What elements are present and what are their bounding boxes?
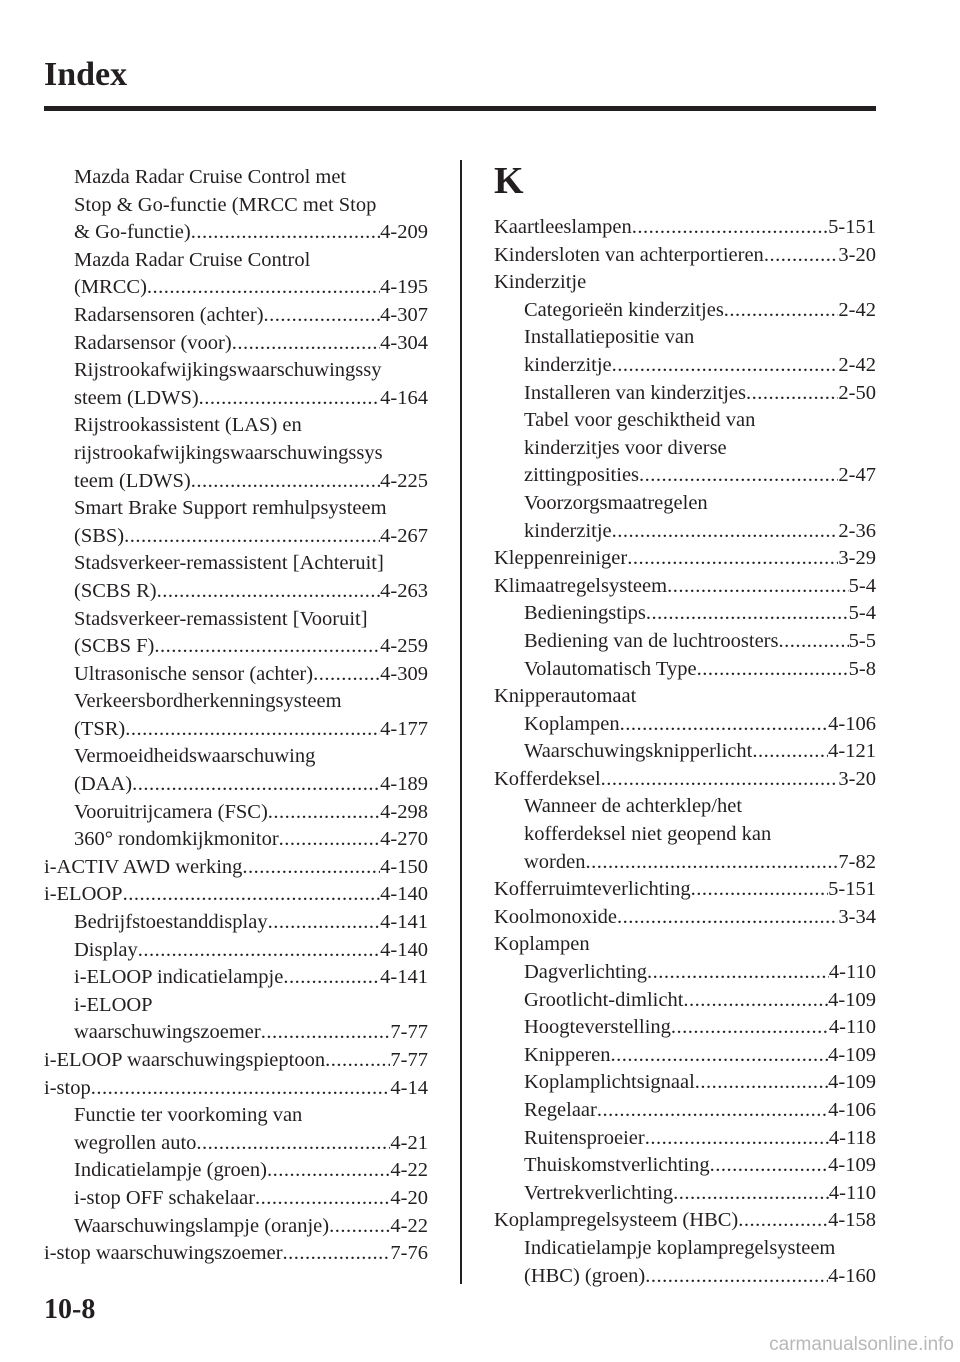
page-reference: 2-42 bbox=[838, 353, 876, 376]
index-entry-text: Stadsverkeer-remassistent [Vooruit] bbox=[74, 607, 368, 630]
dot-leader bbox=[268, 909, 381, 937]
dot-leader bbox=[157, 578, 381, 606]
index-entry-text: i-ELOOP bbox=[44, 883, 123, 906]
index-entry-text: Koplampen bbox=[524, 712, 620, 735]
index-entry-text: Bedrijfstoestanddisplay bbox=[74, 911, 268, 934]
page-reference: 4-270 bbox=[380, 828, 428, 851]
dot-leader bbox=[645, 1125, 829, 1153]
page-reference: 4-140 bbox=[380, 938, 428, 961]
index-entry bbox=[494, 766, 876, 794]
page-reference: 4-263 bbox=[380, 579, 428, 602]
page-reference: 4-177 bbox=[380, 717, 428, 740]
index-entry bbox=[44, 302, 428, 330]
index-entry bbox=[44, 1240, 428, 1268]
index-entry-text: Installeren van kinderzitjes bbox=[524, 381, 746, 404]
dot-leader bbox=[752, 738, 828, 766]
index-entry bbox=[494, 683, 876, 711]
page-reference: 7-82 bbox=[838, 850, 876, 873]
index-entry-text: Installatiepositie van bbox=[524, 326, 695, 349]
index-entry-text: i-ACTIV AWD werking bbox=[44, 855, 243, 878]
index-entry bbox=[44, 495, 428, 550]
page-reference: 4-259 bbox=[380, 635, 428, 658]
index-entry-text: i-ELOOP waarschuwingspieptoon bbox=[44, 1049, 326, 1071]
index-entry-text: steem (LDWS) bbox=[74, 386, 199, 409]
index-entry-text: Kofferruimteverlichting bbox=[494, 878, 691, 901]
index-entry-text: Ultrasonische sensor (achter) bbox=[74, 662, 314, 685]
index-entry bbox=[44, 357, 428, 412]
index-entry-text: Vooruitrijcamera (FSC) bbox=[74, 800, 268, 823]
index-entry-text: Grootlicht-dimlicht bbox=[524, 988, 684, 1011]
index-entry-text: Mazda Radar Cruise Control bbox=[74, 248, 311, 271]
index-entry-text: Regelaar bbox=[524, 1099, 597, 1121]
index-entry-text: Koplamplichtsignaal bbox=[524, 1071, 695, 1094]
page-reference: 4-109 bbox=[828, 1043, 876, 1066]
dot-leader bbox=[147, 274, 380, 302]
dot-leader bbox=[683, 987, 828, 1015]
page-reference: 5-151 bbox=[828, 878, 876, 901]
dot-leader bbox=[283, 1240, 391, 1268]
index-entry-text: Rijstrookassistent (LAS) en bbox=[74, 414, 302, 437]
index-entry-text: Koolmonoxide bbox=[494, 905, 617, 928]
dot-leader bbox=[673, 1180, 829, 1208]
section-letter-heading: K bbox=[494, 160, 524, 202]
index-entry bbox=[44, 826, 428, 854]
index-entry-text: Functie ter voorkoming van bbox=[74, 1104, 303, 1127]
page-reference: 4-189 bbox=[380, 773, 428, 796]
index-entry-text: Indicatielampje koplampregelsysteem bbox=[524, 1236, 836, 1259]
dot-leader bbox=[611, 1042, 829, 1070]
page-title: Index bbox=[44, 56, 128, 93]
page-reference: 4-109 bbox=[828, 988, 876, 1011]
index-entry-text: Knipperen bbox=[524, 1043, 611, 1066]
index-entry-text: Voorzorgsmaatregelen bbox=[524, 491, 708, 514]
index-entry bbox=[44, 330, 428, 358]
dot-leader bbox=[746, 380, 838, 408]
index-entry-text: Radarsensoren (achter) bbox=[74, 303, 264, 326]
index-entry-text: Koplampregelsysteem (HBC) bbox=[494, 1209, 739, 1232]
index-entry-text: (MRCC) bbox=[74, 276, 147, 299]
page-reference: 3-29 bbox=[838, 547, 876, 570]
page-reference: 4-298 bbox=[380, 800, 428, 823]
index-entry bbox=[44, 412, 428, 495]
index-entry-text: kinderzitje bbox=[524, 353, 612, 376]
index-entry-text: worden bbox=[524, 850, 586, 873]
index-entry bbox=[494, 628, 876, 656]
page-reference: 4-267 bbox=[380, 524, 428, 547]
page-reference: 4-164 bbox=[380, 386, 428, 409]
index-entry-text: (TSR) bbox=[74, 717, 126, 740]
page-reference: 5-8 bbox=[848, 657, 876, 680]
page-reference: 4-195 bbox=[380, 276, 428, 299]
dot-leader bbox=[255, 1185, 390, 1213]
page-reference: 7-77 bbox=[390, 1021, 428, 1044]
page-reference: 2-50 bbox=[838, 381, 876, 404]
index-entry-text: wegrollen auto bbox=[74, 1131, 197, 1154]
page-reference: 4-307 bbox=[380, 303, 428, 326]
index-entry-text: Kleppenreiniger bbox=[494, 547, 628, 570]
index-entry bbox=[44, 1047, 428, 1075]
dot-leader bbox=[647, 959, 829, 987]
index-entry bbox=[494, 490, 876, 545]
index-entry bbox=[494, 1014, 876, 1042]
index-entry bbox=[494, 380, 876, 408]
dot-leader bbox=[617, 904, 838, 932]
page-reference: 4-121 bbox=[828, 740, 876, 763]
index-entry bbox=[44, 164, 428, 247]
dot-leader bbox=[738, 1207, 828, 1235]
index-entry bbox=[44, 606, 428, 661]
page-reference: 4-14 bbox=[390, 1076, 428, 1099]
index-entry bbox=[494, 1069, 876, 1097]
page-reference: 5-4 bbox=[848, 574, 876, 597]
dot-leader bbox=[242, 854, 380, 882]
index-entry-text: Dagverlichting bbox=[524, 961, 647, 984]
index-entry-text: i-stop bbox=[44, 1076, 91, 1099]
index-entry bbox=[494, 324, 876, 379]
index-entry-text: Rijstrookafwijkingswaarschuwingssy bbox=[74, 359, 382, 382]
page-reference: 4-106 bbox=[828, 712, 876, 735]
dot-leader bbox=[585, 849, 838, 877]
dot-leader bbox=[620, 711, 829, 739]
index-entry bbox=[44, 937, 428, 965]
index-entry bbox=[44, 909, 428, 937]
index-entry-text: zittingposities bbox=[524, 464, 640, 487]
dot-leader bbox=[313, 661, 380, 689]
index-entry bbox=[494, 1097, 876, 1125]
page-reference: 4-304 bbox=[380, 331, 428, 354]
dot-leader bbox=[632, 214, 828, 242]
index-column-left bbox=[44, 164, 428, 1268]
dot-leader bbox=[191, 468, 380, 496]
index-entry-text: 360° rondomkijkmonitor bbox=[74, 828, 279, 851]
index-entry bbox=[494, 959, 876, 987]
page-reference: 2-47 bbox=[838, 464, 876, 487]
index-entry-text: Tabel voor geschiktheid van bbox=[524, 409, 756, 432]
dot-leader bbox=[764, 242, 839, 270]
page-reference: 4-118 bbox=[828, 1126, 876, 1149]
index-entry-text: Display bbox=[74, 938, 138, 961]
dot-leader bbox=[123, 881, 381, 909]
index-entry bbox=[494, 711, 876, 739]
index-entry bbox=[494, 407, 876, 490]
dot-leader bbox=[697, 656, 849, 684]
index-entry-text: (SCBS F) bbox=[74, 635, 155, 658]
index-entry-text: Indicatielampje (groen) bbox=[74, 1159, 267, 1182]
index-entry bbox=[44, 1185, 428, 1213]
page-reference: 5-151 bbox=[828, 216, 876, 238]
index-entry-text: Ruitensproeier bbox=[524, 1126, 645, 1149]
index-entry-text: Klimaatregelsysteem bbox=[494, 574, 668, 597]
index-entry-text: Bedieningstips bbox=[524, 602, 646, 625]
index-entry-text: Hoogteverstelling bbox=[524, 1016, 671, 1039]
dot-leader bbox=[199, 385, 381, 413]
index-entry-text: Stop & Go-functie (MRCC met Stop bbox=[74, 193, 377, 216]
index-entry-text: kinderzitjes voor diverse bbox=[524, 436, 727, 459]
dot-leader bbox=[125, 716, 380, 744]
dot-leader bbox=[279, 826, 381, 854]
page-reference: 4-22 bbox=[390, 1159, 428, 1182]
page-reference: 4-22 bbox=[390, 1214, 428, 1237]
dot-leader bbox=[724, 297, 839, 325]
index-entry-text: Volautomatisch Type bbox=[524, 657, 697, 680]
index-entry-text: waarschuwingszoemer bbox=[74, 1021, 261, 1044]
index-entry-text: & Go-functie) bbox=[74, 221, 191, 244]
index-entry-text: Knipperautomaat bbox=[494, 685, 637, 708]
dot-leader bbox=[627, 545, 838, 573]
dot-leader bbox=[646, 600, 849, 628]
dot-leader bbox=[138, 937, 380, 965]
index-entry bbox=[44, 1213, 428, 1241]
dot-leader bbox=[154, 633, 380, 661]
index-entry-text: Koplampen bbox=[494, 933, 590, 956]
index-entry-text: i-stop OFF schakelaar bbox=[74, 1186, 256, 1209]
page-reference: 3-34 bbox=[838, 905, 876, 928]
index-entry bbox=[44, 964, 428, 992]
index-entry bbox=[44, 688, 428, 743]
index-entry bbox=[494, 1125, 876, 1153]
index-entry-text: (SCBS R) bbox=[74, 579, 157, 602]
index-entry bbox=[494, 1207, 876, 1235]
index-entry-text: Wanneer de achterklep/het bbox=[524, 795, 743, 818]
index-entry-text: kinderzitje bbox=[524, 519, 612, 542]
page-reference: 4-141 bbox=[380, 966, 428, 989]
index-entry-text: rijstrookafwijkingswaarschuwingssys bbox=[74, 441, 383, 464]
page-reference: 4-309 bbox=[380, 662, 428, 685]
index-entry-text: (DAA) bbox=[74, 773, 133, 796]
page-reference: 3-20 bbox=[838, 243, 876, 266]
index-entry bbox=[494, 297, 876, 325]
watermark: carmanualsonline.info bbox=[769, 1334, 954, 1355]
page-reference: 4-110 bbox=[828, 1181, 876, 1204]
dot-leader bbox=[597, 1097, 828, 1125]
index-entry bbox=[44, 743, 428, 798]
index-entry bbox=[494, 214, 876, 242]
dot-leader bbox=[132, 771, 380, 799]
index-entry bbox=[494, 931, 876, 959]
index-entry bbox=[494, 600, 876, 628]
page-reference: 4-209 bbox=[380, 221, 428, 244]
index-entry-text: Kaartleeslampen bbox=[494, 216, 632, 238]
page-reference: 4-109 bbox=[828, 1071, 876, 1094]
page-reference: 4-225 bbox=[380, 469, 428, 492]
page-reference: 4-21 bbox=[390, 1131, 428, 1154]
dot-leader bbox=[612, 518, 839, 546]
page-reference: 4-110 bbox=[828, 1016, 876, 1039]
dot-leader bbox=[268, 799, 380, 827]
dot-leader bbox=[601, 766, 839, 794]
index-entry-text: kofferdeksel niet geopend kan bbox=[524, 823, 772, 846]
index-entry bbox=[44, 247, 428, 302]
index-entry bbox=[494, 242, 876, 270]
page-reference: 5-4 bbox=[848, 602, 876, 625]
dot-leader bbox=[264, 302, 381, 330]
index-entry bbox=[494, 793, 876, 876]
index-entry-text: (HBC) (groen) bbox=[524, 1264, 646, 1287]
index-entry bbox=[44, 881, 428, 909]
page-reference: 4-109 bbox=[828, 1154, 876, 1177]
page-reference: 7-77 bbox=[390, 1049, 428, 1071]
dot-leader bbox=[232, 330, 380, 358]
index-entry bbox=[494, 876, 876, 904]
index-entry bbox=[494, 656, 876, 684]
page-reference: 4-160 bbox=[828, 1264, 876, 1287]
page-reference: 7-76 bbox=[390, 1242, 428, 1265]
index-entry bbox=[44, 799, 428, 827]
index-entry-text: Waarschuwingslampje (oranje) bbox=[74, 1214, 330, 1237]
index-entry bbox=[44, 550, 428, 605]
page-reference: 2-42 bbox=[838, 298, 876, 321]
index-entry-text: i-ELOOP indicatielampje bbox=[74, 966, 284, 989]
dot-leader bbox=[283, 964, 380, 992]
index-entry bbox=[494, 738, 876, 766]
index-entry-text: Bediening van de luchtroosters bbox=[524, 629, 779, 652]
dot-leader bbox=[695, 1069, 828, 1097]
index-entry bbox=[44, 854, 428, 882]
dot-leader bbox=[196, 1130, 390, 1158]
dot-leader bbox=[91, 1075, 391, 1103]
page-reference: 4-110 bbox=[828, 961, 876, 984]
index-entry-text: Smart Brake Support remhulpsysteem bbox=[74, 497, 387, 520]
dot-leader bbox=[639, 462, 838, 490]
dot-leader bbox=[325, 1047, 390, 1075]
index-entry-text: Mazda Radar Cruise Control met bbox=[74, 166, 347, 188]
index-entry-text: i-ELOOP bbox=[74, 993, 153, 1016]
dot-leader bbox=[691, 876, 829, 904]
page-number: 10-8 bbox=[44, 1294, 96, 1325]
index-entry-text: Kinderzitje bbox=[494, 271, 587, 294]
page-reference: 5-5 bbox=[848, 629, 876, 652]
dot-leader bbox=[778, 628, 848, 656]
header-rule bbox=[44, 106, 876, 111]
index-entry-text: i-stop waarschuwingszoemer bbox=[44, 1242, 283, 1265]
dot-leader bbox=[267, 1157, 390, 1185]
dot-leader bbox=[710, 1152, 829, 1180]
index-entry-text: Vertrekverlichting bbox=[524, 1181, 674, 1204]
index-entry-text: Kindersloten van achterportieren bbox=[494, 243, 764, 266]
index-entry-text: Vermoeidheidswaarschuwing bbox=[74, 745, 316, 768]
index-entry bbox=[494, 1180, 876, 1208]
page-reference: 4-106 bbox=[828, 1099, 876, 1121]
dot-leader bbox=[667, 573, 849, 601]
index-entry bbox=[494, 1152, 876, 1180]
dot-leader bbox=[124, 523, 380, 551]
column-divider bbox=[460, 160, 462, 1284]
page-reference: 3-20 bbox=[838, 767, 876, 790]
page-reference: 4-140 bbox=[380, 883, 428, 906]
index-entry-text: Stadsverkeer-remassistent [Achteruit] bbox=[74, 552, 384, 575]
dot-leader bbox=[645, 1263, 828, 1291]
dot-leader bbox=[612, 352, 839, 380]
index-entry bbox=[494, 269, 876, 297]
index-entry-text: Kofferdeksel bbox=[494, 767, 601, 790]
page-reference: 4-150 bbox=[380, 855, 428, 878]
index-entry-text: (SBS) bbox=[74, 524, 125, 547]
index-entry-text: teem (LDWS) bbox=[74, 469, 191, 492]
index-entry-text: Thuiskomstverlichting bbox=[524, 1154, 710, 1177]
index-entry bbox=[44, 1075, 428, 1103]
dot-leader bbox=[329, 1213, 390, 1241]
page-reference: 4-141 bbox=[380, 911, 428, 934]
index-entry bbox=[494, 904, 876, 932]
page-reference: 4-158 bbox=[828, 1209, 876, 1232]
dot-leader bbox=[261, 1019, 391, 1047]
index-entry bbox=[494, 573, 876, 601]
dot-leader bbox=[671, 1014, 829, 1042]
index-entry-text: Categorieën kinderzitjes bbox=[524, 298, 724, 321]
index-entry bbox=[494, 545, 876, 573]
page-reference: 2-36 bbox=[838, 519, 876, 542]
dot-leader bbox=[191, 219, 380, 247]
index-entry bbox=[44, 661, 428, 689]
index-entry-text: Verkeersbordherkenningsysteem bbox=[74, 690, 342, 713]
index-entry bbox=[44, 1102, 428, 1157]
index-entry bbox=[44, 992, 428, 1047]
index-column-right bbox=[494, 162, 876, 1290]
index-entry bbox=[44, 1157, 428, 1185]
index-entry bbox=[494, 987, 876, 1015]
index-entry-text: Radarsensor (voor) bbox=[74, 331, 232, 354]
index-entry-text: Waarschuwingsknipperlicht bbox=[524, 740, 753, 763]
index-entry bbox=[494, 1042, 876, 1070]
page-reference: 4-20 bbox=[390, 1186, 428, 1209]
index-entry bbox=[494, 1235, 876, 1290]
